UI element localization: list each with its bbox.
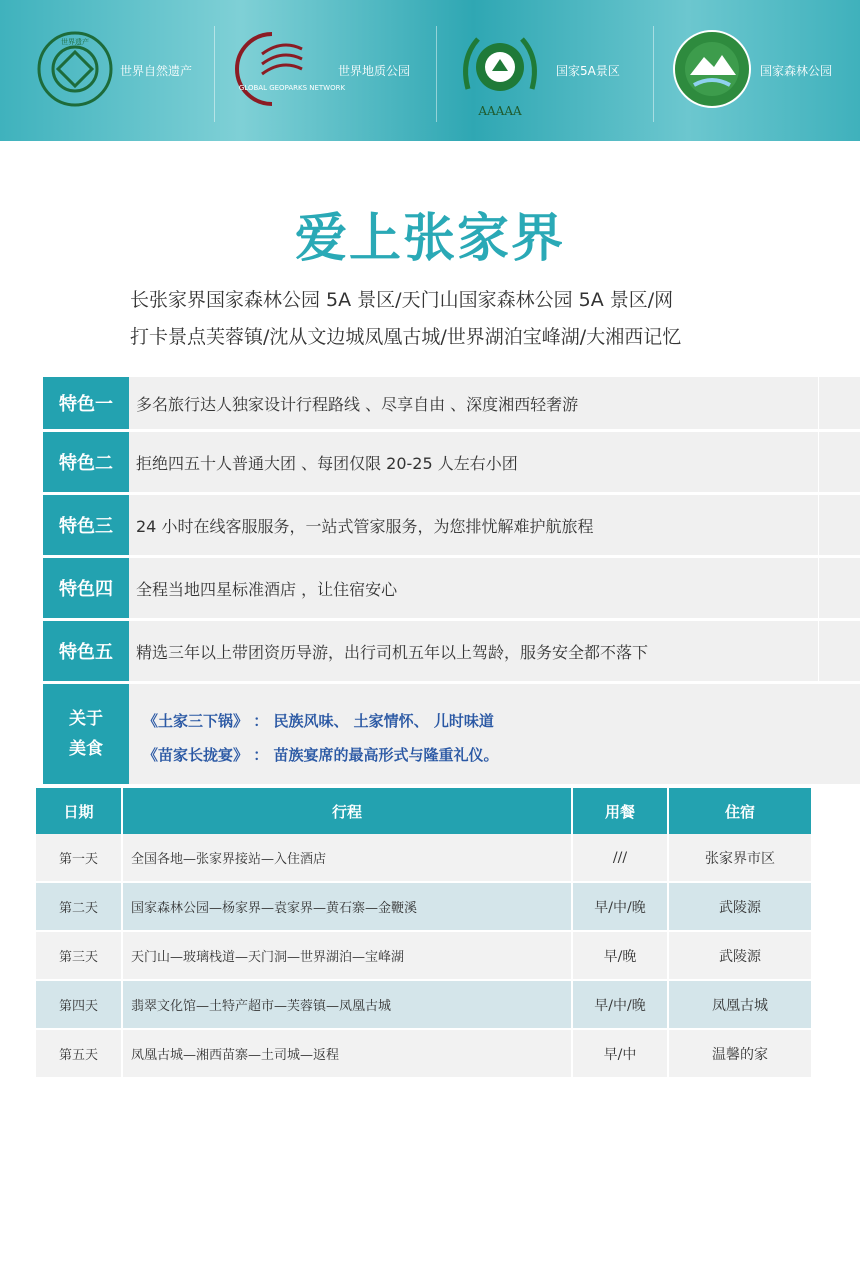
- food-label-line: 关于: [69, 709, 103, 729]
- route-cell: 翡翠文化馆—土特产超市—芙蓉镇—凤凰古城: [122, 980, 572, 1029]
- feature-divider: [818, 495, 819, 555]
- feature-row: [43, 495, 860, 555]
- feature-label: 特色四: [43, 558, 129, 618]
- feature-label: 特色三: [43, 495, 129, 555]
- meal-cell: ///: [572, 834, 668, 882]
- feature-text: 拒绝四五十人普通大团 、每团仅限 20-25 人左右小团: [136, 453, 518, 473]
- banner-divider: [653, 26, 654, 122]
- table-row: [36, 834, 811, 882]
- feature-label: 特色一: [43, 377, 129, 429]
- table-row: [36, 980, 811, 1029]
- svg-text:GLOBAL GEOPARKS NETWORK: GLOBAL GEOPARKS NETWORK: [238, 83, 346, 92]
- feature-label: 特色二: [43, 432, 129, 492]
- column-header: 住宿: [668, 788, 811, 834]
- route-cell: 全国各地—张家界接站—入住酒店: [122, 834, 572, 882]
- stay-cell: 武陵源: [668, 931, 811, 980]
- badge-label: 世界自然遗产: [120, 64, 193, 78]
- day-cell: 第二天: [36, 882, 122, 931]
- column-header: 日期: [36, 788, 122, 834]
- column-header: 行程: [122, 788, 572, 834]
- column-header: 用餐: [572, 788, 668, 834]
- feature-row: [43, 377, 860, 429]
- meal-cell: 早/中/晚: [572, 980, 668, 1029]
- food-item: 《苗家长拢宴》 ： 苗族宴席的最高形式与隆重礼仪。: [143, 746, 499, 764]
- day-cell: 第三天: [36, 931, 122, 980]
- page-title: 爱上张家界: [294, 209, 565, 269]
- badge-5a-scenic-area: [450, 0, 620, 141]
- table-row: [36, 1029, 811, 1078]
- feature-row: [43, 432, 860, 492]
- svg-text:世界遗产: 世界遗产: [61, 37, 89, 46]
- food-row: [43, 684, 860, 784]
- world-heritage-emblem-icon: [36, 30, 114, 112]
- stay-cell: 武陵源: [668, 882, 811, 931]
- badge-label: 国家5A景区: [556, 64, 620, 78]
- badge-world-natural-heritage: [36, 0, 192, 141]
- feature-text: 多名旅行达人独家设计行程路线 、尽享自由 、深度湘西轻奢游: [136, 394, 579, 414]
- feature-text: 24 小时在线客服服务，一站式管家服务，为您排忧解难护航旅程: [136, 516, 594, 536]
- itinerary-table: [36, 788, 811, 1079]
- feature-divider: [818, 432, 819, 492]
- stay-cell: 张家界市区: [668, 834, 811, 882]
- route-cell: 天门山—玻璃栈道—天门洞—世界湖泊—宝峰湖: [122, 931, 572, 980]
- 5a-scenic-area-emblem-icon: [450, 19, 550, 123]
- meal-cell: 早/中: [572, 1029, 668, 1078]
- table-row: [36, 931, 811, 980]
- stay-cell: 凤凰古城: [668, 980, 811, 1029]
- badge-national-forest-park: [670, 0, 832, 141]
- feature-label: 特色五: [43, 621, 129, 681]
- feature-row: [43, 621, 860, 681]
- badge-label: 世界地质公园: [338, 64, 411, 78]
- route-cell: 国家森林公园—杨家界—袁家界—黄石寨—金鞭溪: [122, 882, 572, 931]
- route-cell: 凤凰古城—湘西苗寨—土司城—返程: [122, 1029, 572, 1078]
- feature-row: [43, 558, 860, 618]
- day-cell: 第四天: [36, 980, 122, 1029]
- table-row: [36, 882, 811, 931]
- food-label-line: 美食: [69, 739, 103, 759]
- banner-divider: [214, 26, 215, 122]
- feature-divider: [818, 621, 819, 681]
- day-cell: 第五天: [36, 1029, 122, 1078]
- svg-text:AAAAA: AAAAA: [478, 103, 522, 118]
- table-header-row: [36, 788, 811, 834]
- feature-text: 精选三年以上带团资历导游，出行司机五年以上驾龄，服务安全都不落下: [136, 642, 649, 662]
- feature-divider: [818, 377, 819, 429]
- global-geoparks-network-icon: [232, 24, 346, 118]
- feature-divider: [818, 558, 819, 618]
- meal-cell: 早/晚: [572, 931, 668, 980]
- food-item: 《土家三下锅》 ： 民族风味、 土家情怀、 儿时味道: [143, 712, 494, 730]
- feature-text: 全程当地四星标准酒店 ，让住宿安心: [136, 579, 398, 599]
- badge-world-geopark: [232, 0, 410, 141]
- meal-cell: 早/中/晚: [572, 882, 668, 931]
- header-banner: [0, 0, 860, 141]
- subtitle-line: 打卡景点芙蓉镇/沈从文边城凤凰古城/世界湖泊宝峰湖/大湘西记忆: [130, 326, 682, 348]
- badge-label: 国家森林公园: [760, 64, 833, 78]
- day-cell: 第一天: [36, 834, 122, 882]
- banner-divider: [436, 26, 437, 122]
- national-forest-park-emblem-icon: [670, 27, 754, 115]
- food-label: [43, 684, 129, 784]
- subtitle-line: 长张家界国家森林公园 5A 景区/天门山国家森林公园 5A 景区/网: [130, 289, 674, 311]
- stay-cell: 温馨的家: [668, 1029, 811, 1078]
